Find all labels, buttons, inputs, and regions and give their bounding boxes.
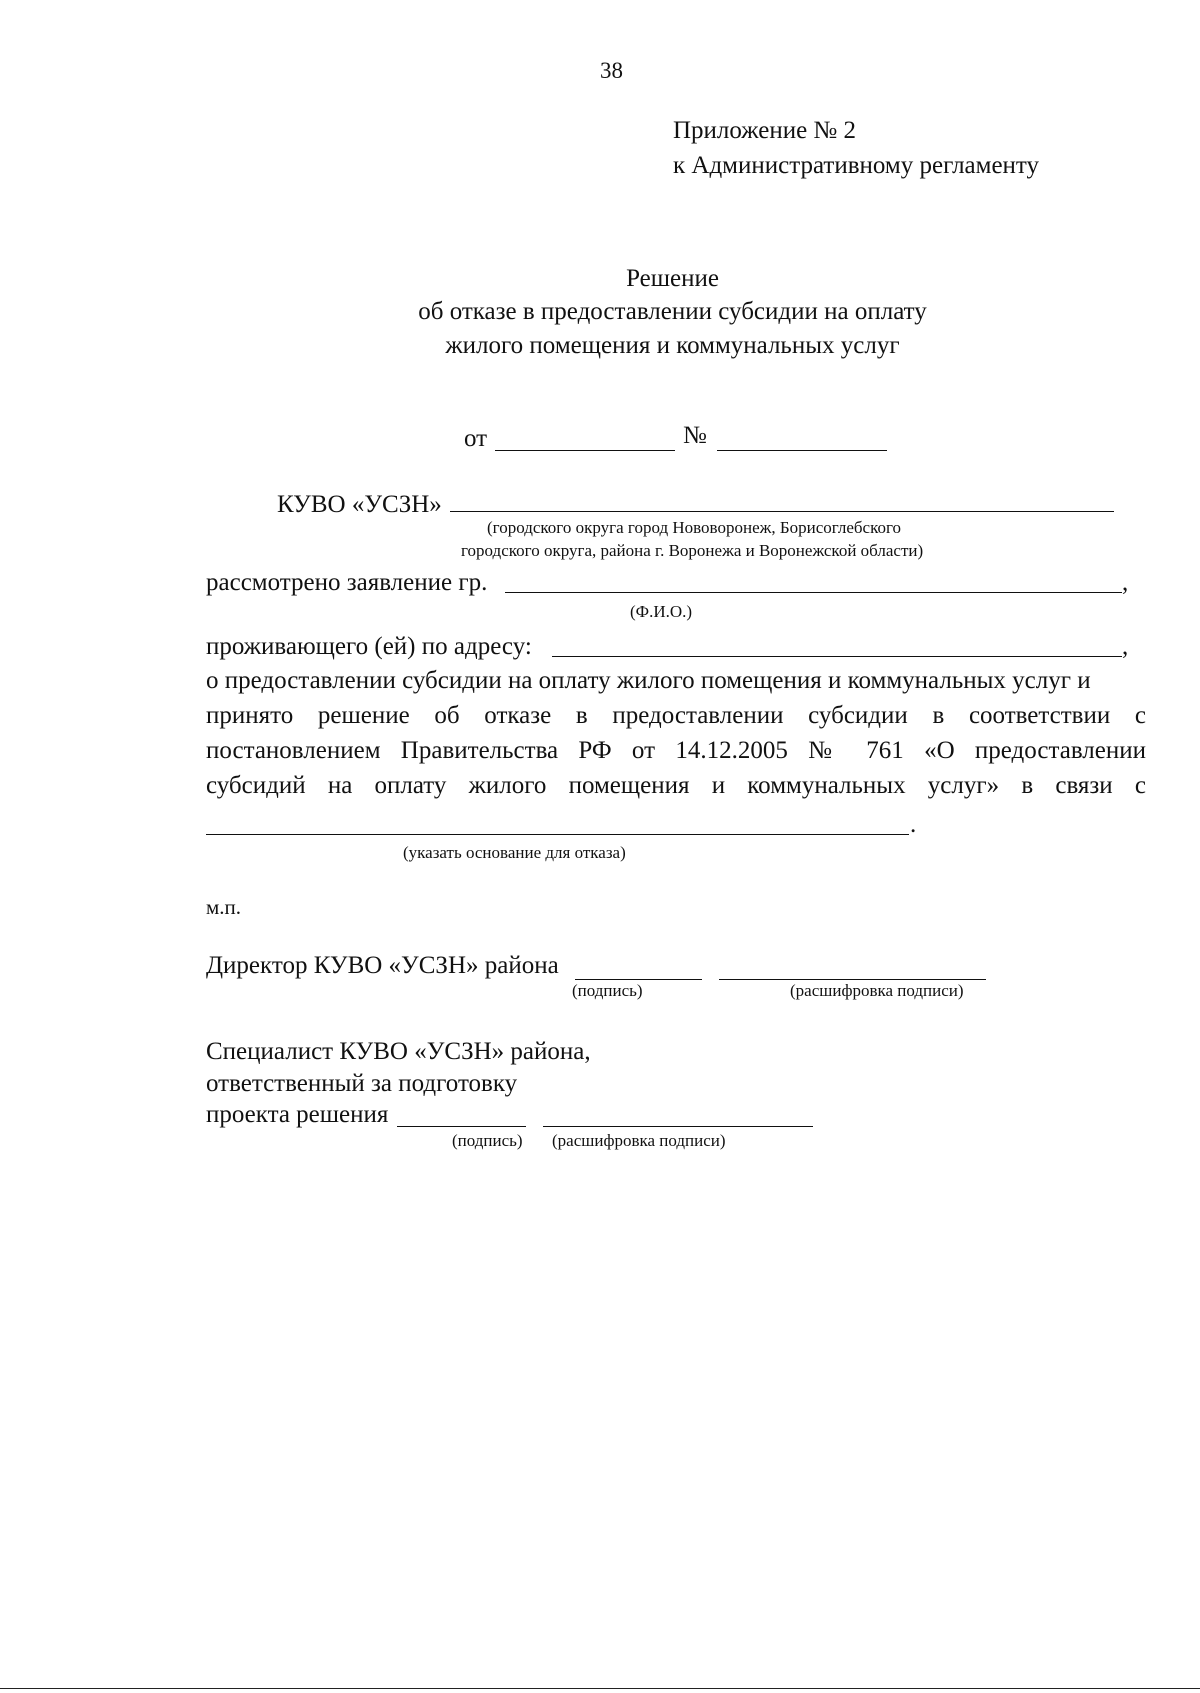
specialist-signature-line bbox=[397, 1126, 526, 1127]
number-label: № bbox=[683, 422, 707, 449]
director-label: Директор КУВО «УСЗН» района bbox=[206, 952, 559, 979]
reason-hint: (указать основание для отказа) bbox=[403, 843, 626, 862]
fio-hint: (Ф.И.О.) bbox=[630, 602, 693, 621]
specialist-decode-hint: (расшифровка подписи) bbox=[552, 1131, 726, 1150]
kuvo-label: КУВО «УСЗН» bbox=[277, 491, 442, 518]
application-comma: , bbox=[1122, 569, 1129, 596]
specialist-signature-hint: (подпись) bbox=[452, 1131, 523, 1150]
reason-period: . bbox=[910, 811, 917, 838]
specialist-decode-line bbox=[543, 1126, 813, 1127]
date-field-line bbox=[495, 450, 675, 451]
address-comma: , bbox=[1122, 633, 1129, 660]
page-bottom-rule bbox=[0, 1688, 1200, 1689]
document-title: Решение bbox=[626, 265, 719, 292]
kuvo-field-line bbox=[450, 511, 1114, 512]
reason-field-line bbox=[206, 834, 909, 835]
fio-field-line bbox=[505, 592, 1122, 593]
appendix-subtitle: к Административному регламенту bbox=[673, 152, 1040, 179]
number-field-line bbox=[717, 450, 887, 451]
body-line-4: субсидий на оплату жилого помещения и коммунальных услуг» в связи с bbox=[206, 772, 1146, 799]
application-label: рассмотрено заявление гр. bbox=[206, 569, 488, 596]
body-line-2: принято решение об отказе в предоставлении субсидии в соответствии с bbox=[206, 702, 1146, 729]
address-label: проживающего (ей) по адресу: bbox=[206, 633, 532, 660]
stamp-place: м.п. bbox=[206, 895, 242, 919]
date-label: от bbox=[464, 425, 488, 452]
body-line-1: о предоставлении субсидии на оплату жилого помещения и коммунальных услуг и bbox=[206, 667, 1091, 694]
specialist-line-3: проекта решения bbox=[206, 1101, 389, 1128]
director-decode-hint: (расшифровка подписи) bbox=[790, 981, 964, 1000]
body-line-3: постановлением Правительства РФ от 14.12.2005 № 761 «О предоставлении bbox=[206, 737, 1146, 764]
kuvo-hint-line2: городского округа, района г. Воронежа и Воронежской области) bbox=[461, 541, 924, 560]
kuvo-hint-line1: (городского округа город Нововоронеж, Борисоглебского bbox=[487, 518, 902, 537]
address-field-line bbox=[552, 656, 1122, 657]
document-title-line2: об отказе в предоставлении субсидии на оплату bbox=[418, 298, 927, 325]
document-title-line3: жилого помещения и коммунальных услуг bbox=[445, 332, 900, 359]
appendix-title: Приложение № 2 bbox=[673, 117, 857, 144]
specialist-line-2: ответственный за подготовку bbox=[206, 1070, 518, 1097]
director-signature-hint: (подпись) bbox=[572, 981, 643, 1000]
page-number: 38 bbox=[600, 58, 623, 83]
specialist-line-1: Специалист КУВО «УСЗН» района, bbox=[206, 1038, 591, 1065]
